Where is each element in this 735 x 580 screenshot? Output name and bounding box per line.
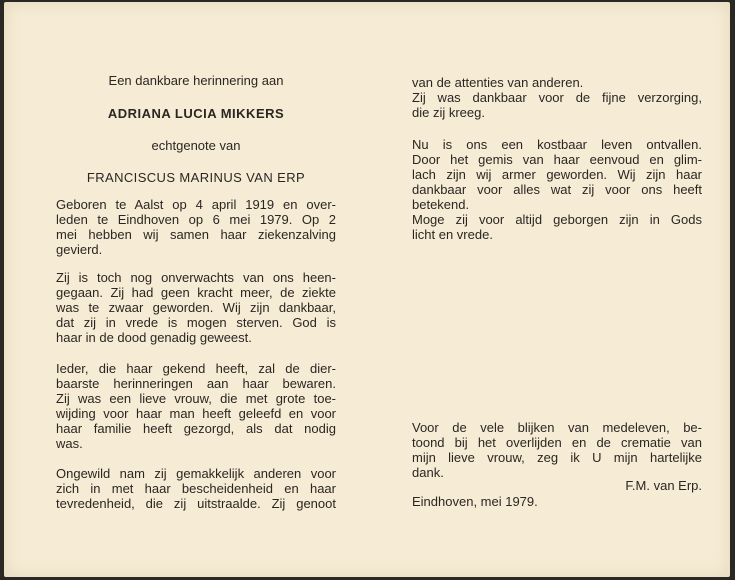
text-line: mei hebben wij samen haar ziekenzalving xyxy=(56,227,336,242)
text-line: gegaan. Zij had geen kracht meer, de ziekte xyxy=(56,285,336,300)
text-line: baarste herinneringen aan haar bewaren. xyxy=(56,376,336,391)
paragraph-modesty xyxy=(56,466,336,511)
text-line: Geboren te Aalst op 4 april 1919 en over- xyxy=(56,197,336,212)
relation-line: echtgenote van xyxy=(151,138,241,153)
text-line: Zij is toch nog onverwachts van ons heen- xyxy=(56,270,336,285)
paragraph-thanks xyxy=(412,420,702,480)
text-line: zich in met haar bescheidenheid en haar xyxy=(56,481,336,496)
text-line: dankbaar voor alles wat zij voor ons heeft xyxy=(412,182,702,197)
paragraph-attentions xyxy=(412,75,702,120)
text-line: Door het gemis van haar eenvoud en glim- xyxy=(412,152,702,167)
text-line: die zij kreeg. xyxy=(412,105,485,120)
text-line: van de attenties van anderen. xyxy=(412,75,584,90)
text-line: dat zij in vrede is mogen sterven. God is xyxy=(56,315,336,330)
paragraph-loss xyxy=(412,137,702,242)
husband-name: FRANCISCUS MARINUS VAN ERP xyxy=(86,170,306,185)
text-line: betekend. xyxy=(412,197,470,212)
text-line: Voor de vele blijken van medeleven, be- xyxy=(412,420,702,435)
text-line: was te zwaar geworden. Wij zijn dankbaar, xyxy=(56,300,336,315)
paragraph-passing xyxy=(56,270,336,345)
text-line: wijding voor haar man heeft geleefd en voor xyxy=(56,406,336,421)
text-line: Ieder, die haar gekend heeft, zal de dier- xyxy=(56,361,336,376)
place-date: Eindhoven, mei 1979. xyxy=(412,494,538,509)
text-line: mijn lieve vrouw, zeg ik U mijn hartelijke xyxy=(412,450,702,465)
text-line: haar in de dood genadig geweest. xyxy=(56,330,252,345)
text-line: was. xyxy=(56,436,83,451)
memorial-card xyxy=(4,2,730,577)
text-line: Moge zij voor altijd geborgen zijn in Gods xyxy=(412,212,702,227)
text-line: haar familie heeft gezorgd, als dat nodig xyxy=(56,421,336,436)
text-line: gevierd. xyxy=(56,242,103,257)
text-line: tevredenheid, die zij uitstraalde. Zij genoot xyxy=(56,496,336,511)
text-line: Zij was dankbaar voor de fijne verzorging, xyxy=(412,90,702,105)
text-line: leden te Eindhoven op 6 mei 1979. Op 2 xyxy=(56,212,336,227)
text-line: toond bij het overlijden en de crematie van xyxy=(412,435,702,450)
text-line: lach zijn wij armer geworden. Wij zijn haar xyxy=(412,167,702,182)
text-line: Nu is ons een kostbaar leven ontvallen. xyxy=(412,137,702,152)
text-line: Zij was een lieve vrouw, die met grote toe- xyxy=(56,391,336,406)
text-line: dank. xyxy=(412,465,444,480)
paragraph-birth-death xyxy=(56,197,336,257)
deceased-name: ADRIANA LUCIA MIKKERS xyxy=(107,106,285,121)
text-line: licht en vrede. xyxy=(412,227,493,242)
text-line: Ongewild nam zij gemakkelijk anderen voor xyxy=(56,466,336,481)
signature: F.M. van Erp. xyxy=(625,478,702,493)
intro-line: Een dankbare herinnering aan xyxy=(108,73,284,88)
paragraph-memories xyxy=(56,361,336,451)
